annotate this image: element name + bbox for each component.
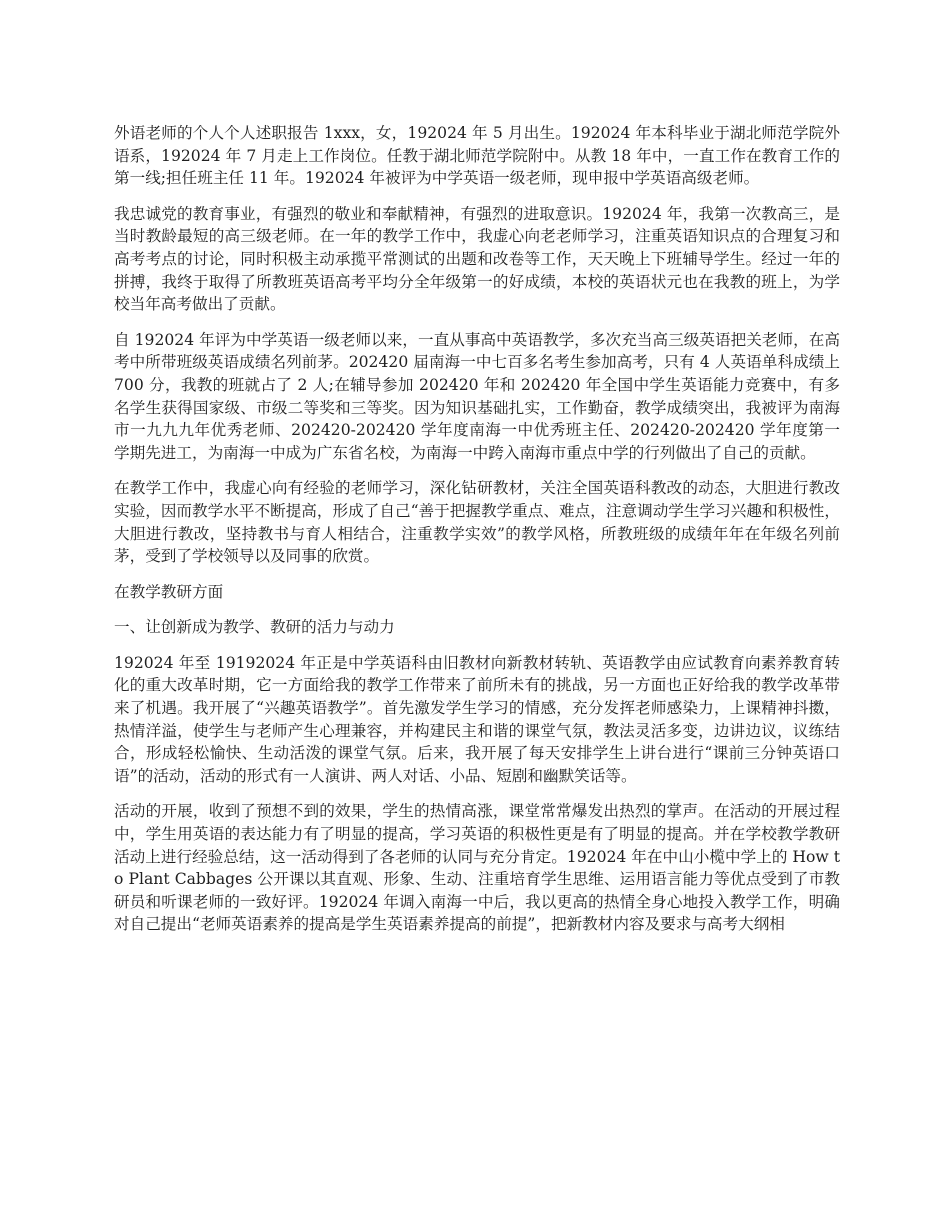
paragraph-achievements: 自 192024 年评为中学英语一级老师以来，一直从事高中英语教学，多次充当高三级英语把关老师，在高考中所带班级英语成绩名列前茅。202420 届南海一中七百多名考生参加高考，只有 4 人英语单科成绩上 700 分，我教的班就占了 2 人;在辅导参加 202420 年和 202420 年全国中学生英语能力竞赛中，有多名学生获得国家级、市级二等奖和三等奖。因为知识基础扎实，工作勤奋，教学成绩突出，我被评为南海市一九九九年优秀老师、202420-202420 学年度南海一中优秀班主任、202420-202420 学年度第一学期先进工，为南海一中成为广东省名校，为南海一中跨入南海市重点中学的行列做出了自己的贡献。	[114, 330, 840, 462]
paragraph-dedication: 我忠诚党的教育事业，有强烈的敬业和奉献精神，有强烈的进取意识。192024 年，我第一次教高三，是当时教龄最短的高三级老师。在一年的教学工作中，我虚心向老老师学习，注重英语知识点的合理复习和高考考点的讨论，同时积极主动承揽平常测试的出题和改卷等工作，天天晚上下班辅导学生。经过一年的拼搏，我终于取得了所教班英语高考平均分全年级第一的好成绩，本校的英语状元也在我教的班上，为学校当年高考做出了贡献。	[114, 204, 840, 314]
paragraph-teaching-style: 在教学工作中，我虚心向有经验的老师学习，深化钻研教材，关注全国英语科教改的动态，大胆进行教改实验，因而教学水平不断提高，形成了自己“善于把握教学重点、难点，注意调动学生学习兴趣和积极性，大胆进行教改，坚持教书与育人相结合，注重教学实效”的教学风格，所教班级的成绩年年在年级名列前茅，受到了学校领导以及同事的欣赏。	[114, 479, 840, 566]
paragraph-reform: 192024 年至 19192024 年正是中学英语科由旧教材向新教材转轨、英语教学由应试教育向素养教育转化的重大改革时期，它一方面给我的教学工作带来了前所未有的挑战，另一方面也正好给我的教学改革带来了机遇。我开展了“兴趣英语教学”。首先激发学生学习的情感，充分发挥老师感染力，上课精神抖擞，热情洋溢，使学生与老师产生心理兼容，并构建民主和谐的课堂气氛，教法灵活多变，边讲边议，议练结合，形成轻松愉快、生动活泼的课堂气氛。后来，我开展了每天安排学生上讲台进行“课前三分钟英语口语”的活动，活动的形式有一人演讲、两人对话、小品、短剧和幽默笑话等。	[114, 653, 840, 785]
paragraph-activities: 活动的开展，收到了预想不到的效果，学生的热情高涨，课堂常常爆发出热烈的掌声。在活动的开展过程中，学生用英语的表达能力有了明显的提高，学习英语的积极性更是有了明显的提高。并在学校教学教研活动上进行经验总结，这一活动得到了各老师的认同与充分肯定。192024 年在中山小榄中学上的 How to Plant Cabbages 公开课以其直观、形象、生动、注重培育学生思维、运用语言能力等优点受到了市教研员和听课老师的一致好评。192024 年调入南海一中后，我以更高的热情全身心地投入教学工作，明确对自己提出“老师英语素养的提高是学生英语素养提高的前提”，把新教材内容及要求与高考大纲相	[114, 802, 840, 934]
section-heading: 在教学教研方面	[114, 582, 224, 601]
document-body	[114, 122, 840, 949]
subsection-heading: 一、让创新成为教学、教研的活力与动力	[114, 618, 395, 637]
paragraph-intro: 外语老师的个人个人述职报告 1xxx，女，192024 年 5 月出生。192024 年本科毕业于湖北师范学院外语系，192024 年 7 月走上工作岗位。任教于湖北师范学院附中。从教 18 年中，一直工作在教育工作的第一线;担任班主任 11 年。192024 年被评为中学英语一级老师，现申报中学英语高级老师。	[114, 124, 840, 188]
